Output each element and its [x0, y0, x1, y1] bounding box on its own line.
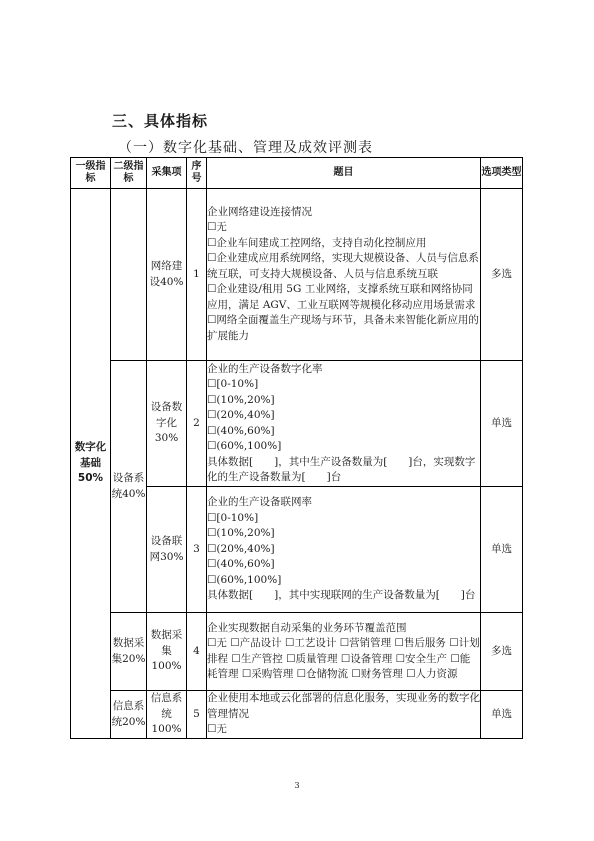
option-checkbox[interactable]: ☐[0-10%] [207, 511, 259, 524]
option-checkbox[interactable]: ☐无 [207, 221, 227, 234]
option-checkbox[interactable]: ☐企业建设/租用 5G 工业网络，支撑系统互联和网络协同应用，满足 AGV、工业互联网等规模化移动应用场景需求 [207, 283, 476, 311]
question-cell [207, 613, 481, 691]
question-cell [207, 361, 481, 487]
item-cell: 网络建设40% [147, 189, 187, 361]
type-cell: 单选 [481, 691, 523, 739]
level2-cell: 设备系统40% [111, 361, 147, 613]
seq-cell: 2 [187, 361, 207, 487]
header-question: 题目 [207, 158, 481, 189]
option-checkbox[interactable]: ☐(20%,40%] [207, 409, 275, 421]
question-line: 企业的生产设备联网率 [207, 496, 312, 509]
option-checkbox[interactable]: ☐企业车间建成工控网络，支持自动化控制应用 [207, 236, 427, 249]
question-line: 企业使用本地或云化部署的信息化服务，实现业务的数字化管理情况 [207, 692, 480, 720]
option-checkbox[interactable]: ☐(10%,20%] [207, 527, 275, 540]
item-cell: 设备联网30% [147, 487, 187, 613]
option-checkbox[interactable]: ☐(20%,40%] [207, 542, 275, 555]
option-checkbox[interactable]: ☐(10%,20%] [207, 393, 275, 406]
seq-cell: 1 [187, 189, 207, 361]
level2-cell-empty [111, 189, 147, 361]
item-cell: 信息系统100% [147, 691, 187, 739]
type-cell: 多选 [481, 613, 523, 691]
header-level1: 一级指标 [71, 158, 111, 189]
table-row [71, 613, 523, 691]
detail-line: 具体数据[ ]，其中实现联网的生产设备数量为[ ]台 [207, 589, 476, 602]
option-checkbox[interactable]: ☐[0-10%] [207, 378, 259, 390]
option-checkbox[interactable]: ☐(40%,60%] [207, 558, 275, 571]
seq-cell: 3 [187, 487, 207, 613]
question-line: 企业实现数据自动采集的业务环节覆盖范围 [207, 621, 407, 634]
table-row [71, 691, 523, 739]
type-cell: 多选 [481, 189, 523, 361]
page-number: 3 [294, 781, 300, 790]
question-cell [207, 189, 481, 361]
seq-cell: 5 [187, 691, 207, 739]
item-cell: 数据采集100% [147, 613, 187, 691]
indicator-table [70, 157, 523, 739]
option-checkbox[interactable]: ☐无 [207, 723, 227, 736]
option-checkbox[interactable]: ☐网络全面覆盖生产现场与环节，具备未来智能化新应用的扩展能力 [207, 314, 479, 342]
option-checkbox[interactable]: ☐企业建成应用系统网络，实现大规模设备、人员与信息系统互联，可支持大规模设备、人员与信息系统互联 [207, 252, 479, 280]
question-cell [207, 487, 481, 613]
level2-cell: 信息系统20% [111, 691, 147, 739]
table-row [71, 189, 523, 361]
table-row [71, 361, 523, 487]
type-cell: 单选 [481, 487, 523, 613]
level1-cell: 数字化基础50% [71, 189, 111, 739]
table-header-row [71, 158, 523, 189]
header-level2: 二级指标 [111, 158, 147, 189]
option-checkbox[interactable]: ☐(60%,100%] [207, 573, 282, 586]
item-cell: 设备数字化30% [147, 361, 187, 487]
header-seq: 序号 [187, 158, 207, 189]
option-checkbox-group[interactable]: ☐无 ☐产品设计 ☐工艺设计 ☐营销管理 ☐售后服务 ☐计划排程 ☐生产管控 ☐质量管理 ☐设备管理 ☐安全生产 ☐能耗管理 ☐采购管理 ☐仓储物流 ☐财务管理 ☐人力资源 [207, 637, 480, 680]
option-checkbox[interactable]: ☐(40%,60%] [207, 424, 275, 437]
seq-cell: 4 [187, 613, 207, 691]
option-checkbox[interactable]: ☐(60%,100%] [207, 440, 282, 452]
question-line: 企业网络建设连接情况 [207, 205, 312, 218]
table-title: （一）数字化基础、管理及成效评测表 [118, 140, 373, 156]
type-cell: 单选 [481, 361, 523, 487]
question-line: 企业的生产设备数字化率 [207, 362, 323, 375]
header-type: 选项类型 [481, 158, 523, 189]
level2-cell: 数据采集20% [111, 613, 147, 691]
header-item: 采集项 [147, 158, 187, 189]
section-heading: 三、具体指标 [112, 112, 209, 130]
question-cell [207, 691, 481, 739]
detail-line: 具体数据[ ]，其中生产设备数量为[ ]台，实现数字化的生产设备数量为[ ]台 [207, 455, 476, 483]
